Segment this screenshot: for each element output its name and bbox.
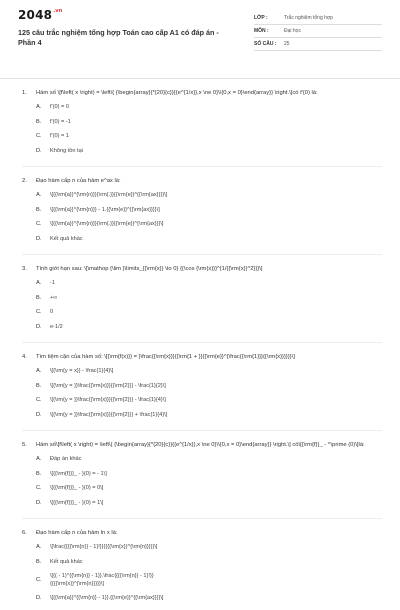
- answer-option[interactable]: [36, 544, 210, 552]
- option-text: \[{{\rm{a}}^{\rm{n}}}{\rm{.}}{{\rm{e}}^{\rm{ax}}}\]: [50, 221, 164, 227]
- answer-option[interactable]: [36, 309, 210, 317]
- meta-row-subject: [254, 25, 382, 38]
- page-header: [0, 0, 400, 66]
- question-divider: [22, 430, 382, 431]
- question: [22, 89, 382, 167]
- answer-option[interactable]: [36, 295, 210, 303]
- logo-text: 2048: [18, 8, 53, 22]
- option-text: \[{{\rm{a}}^{\rm{n}}} - 1.{{\rm{e}}^{{\rm{ax}}}}\]: [50, 206, 160, 213]
- option-text: -1: [50, 280, 55, 286]
- question-text: Tìm tiệm cận của hàm số: \[{\rm{f(x)}} = }\frac{{\rm{x}}}{{\rm{1 + }}{{\rm{e}}^{\frac{{\rm{1}}}{{\rm{x}}}}}}\]: [36, 354, 295, 360]
- option-text: f'(0) = 0: [50, 104, 69, 110]
- question-header: [22, 353, 382, 361]
- option-text: \[{\rm{y = }}\frac{{\rm{x}}}{{\rm{2}}} + \frac{1}{4}\]: [50, 411, 168, 418]
- option-text: e-1/2: [50, 323, 63, 330]
- option-text: +∞: [50, 294, 58, 301]
- question-header: [22, 265, 382, 273]
- option-label: B.: [36, 206, 42, 213]
- meta-row-question-count: [254, 38, 382, 51]
- option-text: \[{{\rm{a}}^{{\rm{n}} - 1}}.{{\rm{e}}^{{\rm{ax}}}}\]: [50, 595, 164, 601]
- meta-value: 25: [284, 41, 290, 47]
- answer-option[interactable]: [36, 148, 210, 156]
- question-number: 1.: [22, 90, 27, 96]
- option-label: A.: [36, 544, 42, 550]
- answer-option[interactable]: [36, 324, 210, 332]
- logo-tld: .vn: [53, 8, 63, 14]
- question-text: Đạo hàm cấp n của hàm e^ax là:: [36, 178, 121, 184]
- option-label: A.: [36, 280, 42, 286]
- question-header: [22, 529, 382, 537]
- answer-option[interactable]: [36, 471, 210, 479]
- option-text: \[{\rm{y = x}} - \frac{1}{4}\]: [50, 368, 114, 374]
- option-label: C.: [36, 309, 42, 315]
- option-label: D.: [36, 323, 42, 330]
- option-label: C.: [36, 576, 42, 583]
- question-text: Hàm số \[f\left( x \right) = \left\{ {\begin{array}{*{20}{c}}{{e^{1/x}},x \ne 0}\\{0,x = 0}\end{array}} \right.\]có f'(0) là:: [36, 90, 318, 96]
- question-header: [22, 177, 382, 185]
- question-number: 2.: [22, 178, 27, 184]
- question-header: [22, 441, 382, 449]
- option-label: D.: [36, 595, 42, 601]
- option-label: B.: [36, 118, 42, 125]
- option-label: A.: [36, 456, 42, 462]
- answer-options: [36, 280, 382, 338]
- question-header: [22, 89, 382, 97]
- answer-option[interactable]: [36, 456, 210, 464]
- option-text: \[{{\rm{a}}^{\rm{n}}}{\rm{.}}{{\rm{e}}^{{\rm{ax}}}}\]: [50, 192, 168, 198]
- option-text: f'(0) = -1: [50, 118, 71, 125]
- option-label: D.: [36, 499, 42, 506]
- answer-option[interactable]: [36, 559, 210, 567]
- answer-option[interactable]: [36, 383, 210, 391]
- option-label: B.: [36, 470, 42, 477]
- answer-options: [36, 104, 382, 162]
- answer-option[interactable]: [36, 412, 210, 420]
- answer-option[interactable]: [36, 104, 210, 112]
- answer-option[interactable]: [36, 207, 210, 215]
- question-number: 3.: [22, 266, 27, 272]
- option-label: A.: [36, 192, 42, 198]
- question-divider: [22, 518, 382, 519]
- option-text: \[{{\rm{f}}}_ - }(0) = 0\]: [50, 485, 104, 491]
- question-number: 4.: [22, 354, 27, 360]
- meta-label: MÔN :: [254, 28, 269, 34]
- meta-label: LỚP :: [254, 15, 268, 21]
- option-label: C.: [36, 397, 42, 403]
- answer-option[interactable]: [36, 573, 210, 588]
- option-text: 0: [50, 309, 54, 315]
- answer-option[interactable]: [36, 221, 210, 229]
- option-text: Kết quả khác: [50, 558, 83, 565]
- option-text: Đáp án khác: [50, 456, 82, 462]
- option-text: \[{{\rm{f}}}_ - }(0) = - 1\]: [50, 470, 107, 477]
- option-label: B.: [36, 558, 42, 565]
- question-text: Đạo hàm cấp n của hàm ln x là:: [36, 530, 118, 536]
- question-list: [0, 89, 400, 610]
- option-label: D.: [36, 235, 42, 242]
- answer-option[interactable]: [36, 485, 210, 493]
- option-label: A.: [36, 104, 42, 110]
- option-text: \[{\rm{y = }}\frac{{\rm{x}}}{{\rm{2}}} - \frac{1}{4}\]: [50, 397, 166, 403]
- question: [22, 353, 382, 431]
- question: [22, 177, 382, 255]
- answer-options: [36, 368, 382, 426]
- answer-option[interactable]: [36, 280, 210, 288]
- meta-value: Đại học: [284, 28, 301, 34]
- meta-value: Trắc nghiệm tổng hợp: [284, 15, 333, 21]
- question: [22, 529, 382, 610]
- document-title: 125 câu trắc nghiệm tổng hợp Toán cao cấp A1 có đáp án - Phần 4: [18, 28, 219, 47]
- answer-option[interactable]: [36, 133, 210, 141]
- answer-option[interactable]: [36, 368, 210, 376]
- option-text: \[{{\rm{f}}}_ - }(0) = 1\]: [50, 499, 104, 506]
- question-divider: [22, 166, 382, 167]
- answer-option[interactable]: [36, 192, 210, 200]
- header-divider: [0, 78, 400, 79]
- question-number: 5.: [22, 442, 27, 448]
- answer-option[interactable]: [36, 119, 210, 127]
- question-divider: [22, 342, 382, 343]
- option-label: D.: [36, 411, 42, 418]
- question: [22, 265, 382, 343]
- option-label: C.: [36, 221, 42, 227]
- option-label: A.: [36, 368, 42, 374]
- question: [22, 441, 382, 519]
- option-label: C.: [36, 485, 42, 491]
- question-number: 6.: [22, 530, 27, 536]
- option-label: B.: [36, 294, 42, 301]
- option-text: Kết quả khác: [50, 235, 83, 242]
- question-divider: [22, 254, 382, 255]
- option-text: \[{( - 1)^{{\rm{n}} - 1}}.\frac{{{{\rm{n}} - 1}!}}{{{{\rm{x}}^{\rm{n}}}}}\]: [50, 573, 154, 587]
- question-text: Tính giới hạn sau: \[\mathop {\lim }\limits_{{\rm{x}} \to 0} {{\cos {\rm{x}}}^{1/{{\rm{x}}^2}}}\]: [36, 266, 263, 272]
- answer-option[interactable]: [36, 236, 210, 244]
- option-label: C.: [36, 133, 42, 139]
- answer-option[interactable]: [36, 397, 210, 405]
- option-label: B.: [36, 382, 42, 389]
- answer-options: [36, 192, 382, 250]
- answer-option[interactable]: [36, 500, 210, 508]
- question-text: Hàm số\[f\left( x \right) = \left\{ {\begin{array}{*{20}{c}}{{e^{1/x}},x \ne 0}\\{0,x = 0}\end{array}} \right.\] có\[{\rm{f}}_ - ^\prime (0)\]là:: [36, 442, 365, 448]
- option-text: Không tồn tại: [50, 147, 83, 154]
- option-text: \[{\rm{y = }}\frac{{\rm{x}}}{{\rm{2}}} - \frac{1}{2}\]: [50, 382, 166, 389]
- meta-row-class: [254, 12, 382, 25]
- document-meta: [254, 12, 382, 51]
- option-text: \[\frac{{{{\rm{n}} - 1}!}}{{{{\rm{x}}^{\rm{n}}}}}\]: [50, 544, 158, 550]
- answer-option[interactable]: [36, 595, 210, 603]
- meta-label: SỐ CÂU :: [254, 41, 277, 47]
- option-label: D.: [36, 147, 42, 154]
- option-text: f'(0) = 1: [50, 133, 69, 139]
- answer-options: [36, 456, 382, 514]
